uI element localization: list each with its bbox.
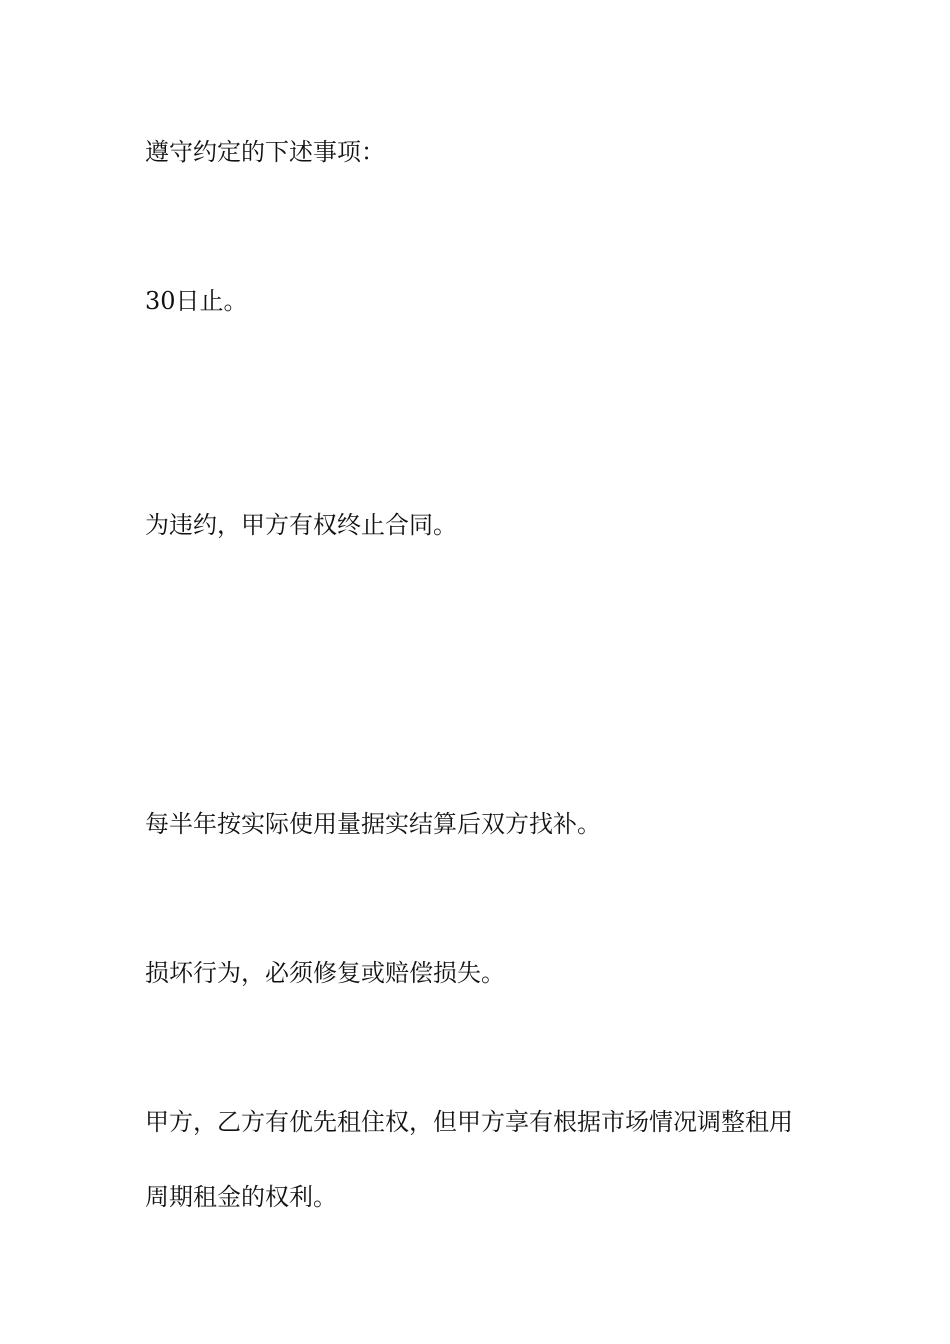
line-text: 周期租金的权利。 (145, 1183, 337, 1211)
line-text: 甲方，乙方有优先租住权，但甲方享有根据市场情况调整租用 (145, 1108, 793, 1136)
text-line (145, 137, 810, 167)
text-line (145, 1107, 810, 1137)
line-text: 每半年按实际使用量据实结算后双方找补。 (145, 810, 601, 838)
line-text: 为违约，甲方有权终止合同。 (145, 511, 457, 539)
line-text: 30日止。 (145, 287, 248, 315)
line-text: 损坏行为，必须修复或赔偿损失。 (145, 959, 505, 987)
text-line (145, 286, 810, 316)
text-line (145, 510, 810, 540)
text-line (145, 958, 810, 988)
text-line (145, 1182, 810, 1212)
text-line (145, 809, 810, 839)
line-text: 遵守约定的下述事项： (145, 138, 385, 166)
